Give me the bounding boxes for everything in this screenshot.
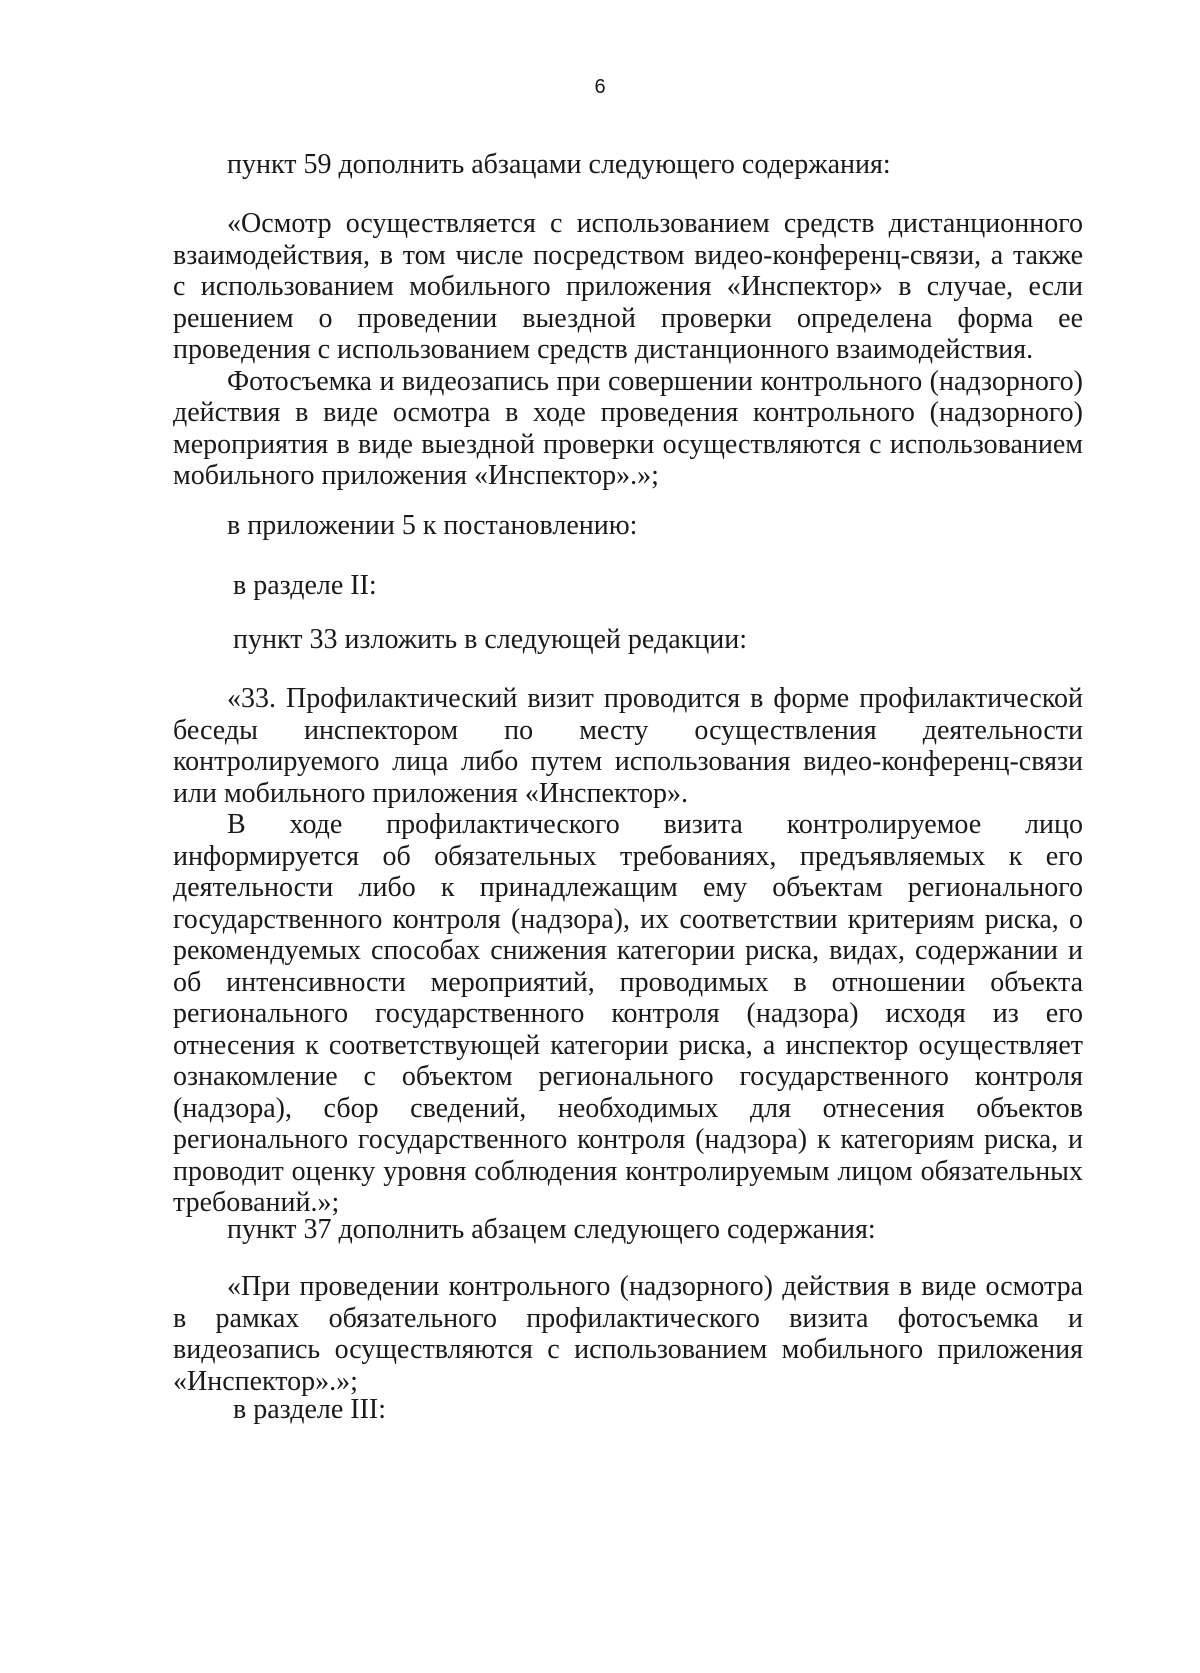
paragraph-block-7	[173, 1214, 1083, 1246]
paragraph-block-2	[173, 208, 1083, 492]
paragraph-block-6	[173, 683, 1083, 1219]
paragraph-block-3	[173, 510, 1083, 542]
paragraph-block-1	[173, 149, 1083, 181]
paragraph-block-5	[173, 624, 1083, 656]
paragraph-9: пункт 37 дополнить абзацем следующего содержания:	[227, 1214, 876, 1245]
paragraph-11: в разделе III:	[233, 1394, 387, 1425]
paragraph-block-8	[173, 1271, 1083, 1397]
paragraph-8: В ходе профилактического визита контролируемое лицо информируется об обязательных требованиях, предъявляемых к его деятельности либо к принадлежащим ему объектам регионального государственного контроля (надзора), их соответствии критериям риска, о рекомендуемых способах снижения категории риска, видах, содержании и об интенсивности мероприятий, проводимых в отношении объекта регионального государственного контроля (надзора) исходя из его отнесения к соответствующей категории риска, а инспектор осуществляет ознакомление с объектом регионального государственного контроля (надзора), сбор сведений, необходимых для отнесения объектов регионального государственного контроля (надзора) к категориям риска, и проводит оценку уровня соблюдения контролируемым лицом обязательных требований.»;	[173, 809, 1083, 1218]
paragraph-5: в разделе II:	[233, 570, 377, 601]
paragraph-6: пункт 33 изложить в следующей редакции:	[233, 624, 747, 655]
paragraph-10: «При проведении контрольного (надзорного) действия в виде осмотра в рамках обязательного профилактического визита фотосъемка и видеозапись осуществляются с использованием мобильного приложения «Инспектор».»;	[173, 1271, 1083, 1397]
paragraph-1: пункт 59 дополнить абзацами следующего содержания:	[227, 149, 891, 180]
paragraph-block-4	[173, 570, 1083, 602]
paragraph-4: в приложении 5 к постановлению:	[227, 510, 638, 541]
paragraph-block-9	[173, 1394, 1083, 1426]
paragraph-3: Фотосъемка и видеозапись при совершении контрольного (надзорного) действия в виде осмотра в ходе проведения контрольного (надзорного) мероприятия в виде выездной проверки осуществляются с использованием мобильного приложения «Инспектор».»;	[173, 365, 1083, 491]
paragraph-7: «33. Профилактический визит проводится в форме профилактической беседы инспектором по месту осуществления деятельности контролируемого лица либо путем использования видео-конференц-связи или мобильного приложения «Инспектор».	[173, 683, 1083, 809]
paragraph-2: «Осмотр осуществляется с использованием средств дистанционного взаимодействия, в том числе посредством видео-конференц-связи, а также с использованием мобильного приложения «Инспектор» в случае, если решением о проведении выездной проверки определена форма ее проведения с использованием средств дистанционного взаимодействия.	[173, 208, 1083, 365]
page-number: 6	[594, 76, 606, 98]
